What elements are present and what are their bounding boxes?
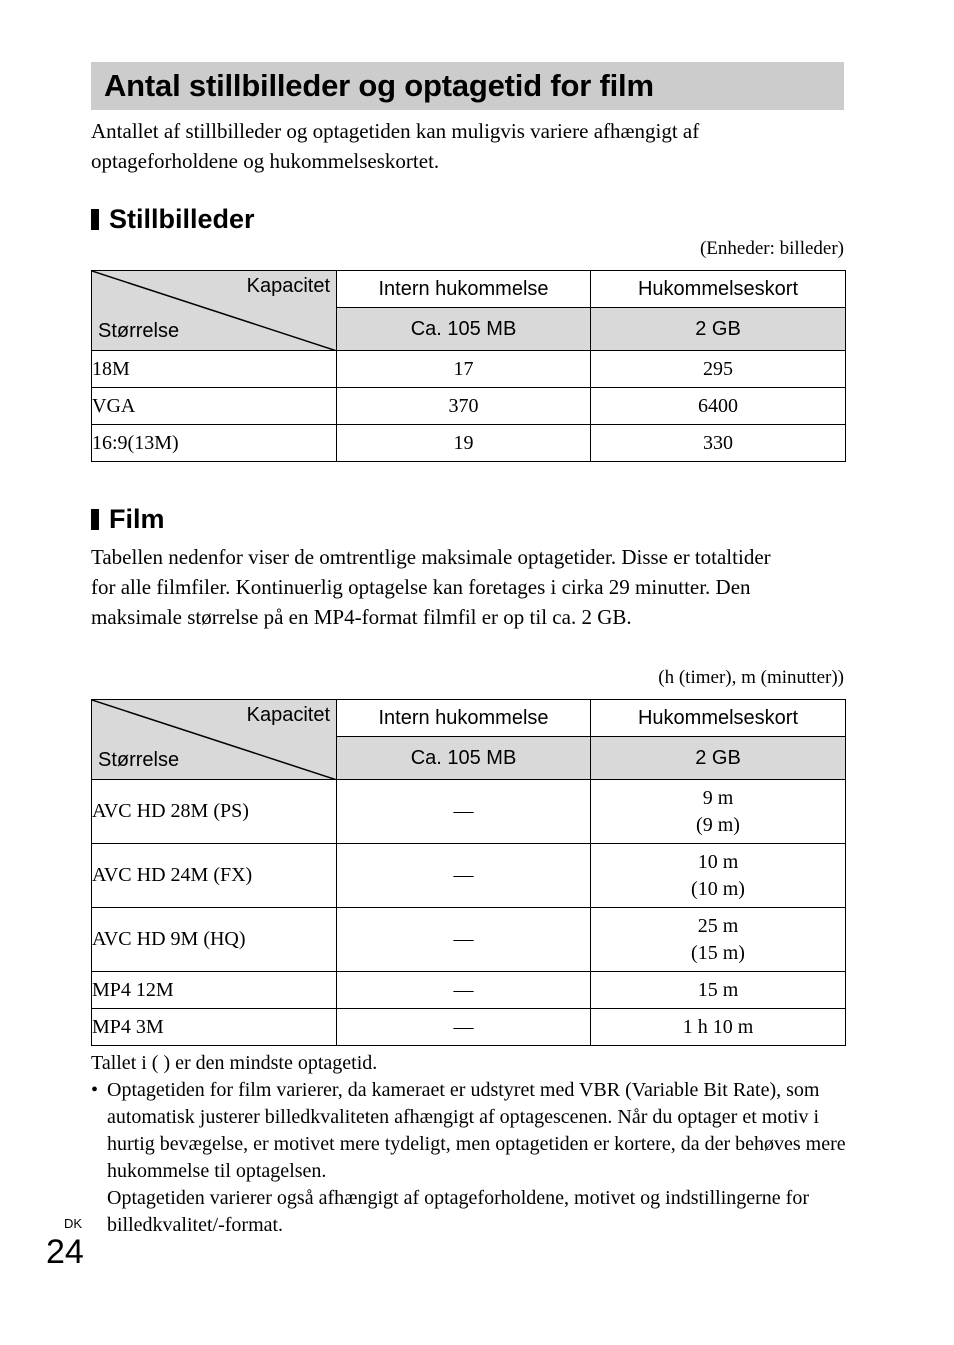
size-label: Størrelse xyxy=(98,320,180,342)
page-title: Antal stillbilleder og optagetid for film xyxy=(104,68,654,103)
table-row xyxy=(92,388,846,425)
card-header: Hukommelseskort xyxy=(591,271,846,308)
film-units: (h (timer), m (minutter)) xyxy=(658,667,844,688)
min-note: Tallet i ( ) er den mindste optagetid. xyxy=(91,1052,378,1074)
note-bullet xyxy=(91,1077,851,1239)
row-card-min: (15 m) xyxy=(691,941,745,964)
row-card: 1 h 10 m xyxy=(591,1009,846,1046)
notes xyxy=(91,1050,851,1239)
table-row xyxy=(92,351,846,388)
internal-header: Intern hukommelse xyxy=(337,700,591,737)
row-size: 16:9(13M) xyxy=(92,425,337,462)
internal-size-header: Ca. 105 MB xyxy=(337,308,591,351)
row-card: 15 m xyxy=(591,972,846,1009)
row-internal: — xyxy=(337,844,591,908)
row-card-max: 10 m xyxy=(697,850,739,873)
stills-diagonal-header xyxy=(92,271,337,351)
table-row xyxy=(92,908,846,972)
row-size: AVC HD 9M (HQ) xyxy=(92,908,337,972)
intro-text: Antallet af stillbilleder og optagetiden kan muligvis variere afhængigt af optageforholdene og hukommelseskortet. xyxy=(91,119,700,173)
bullet-text-2: Optagetiden varierer også afhængigt af optageforholdene, motivet og indstillingerne for billedkvalitet/-format. xyxy=(107,1187,810,1236)
film-table xyxy=(91,699,846,1046)
capacity-label: Kapacitet xyxy=(246,275,330,297)
language-code: DK xyxy=(64,1216,83,1231)
row-card-min: (10 m) xyxy=(691,877,745,900)
page-number: 24 xyxy=(46,1233,84,1271)
row-card xyxy=(591,844,846,908)
row-card xyxy=(591,780,846,844)
row-size: 18M xyxy=(92,351,337,388)
bullet-icon: • xyxy=(91,1079,99,1101)
film-diagonal-header xyxy=(92,700,337,780)
row-internal: 19 xyxy=(337,425,591,462)
row-card-max: 25 m xyxy=(697,914,739,937)
table-row xyxy=(92,780,846,844)
film-intro-text: Tabellen nedenfor viser de omtrentlige maksimale optagetider. Disse er totaltider for alle filmfiler. Kontinuerlig optagelse kan foretages i cirka 29 minutter. Den maksimale størrelse på en MP4-format filmfil er op til ca. 2 GB. xyxy=(91,545,771,629)
row-internal: — xyxy=(337,972,591,1009)
internal-header: Intern hukommelse xyxy=(337,271,591,308)
row-size: MP4 12M xyxy=(92,972,337,1009)
row-card: 6400 xyxy=(591,388,846,425)
row-size: AVC HD 24M (FX) xyxy=(92,844,337,908)
table-row xyxy=(92,972,846,1009)
row-internal: — xyxy=(337,908,591,972)
section-marker-icon xyxy=(91,209,102,230)
table-row xyxy=(92,844,846,908)
card-size-header: 2 GB xyxy=(591,308,846,351)
row-internal: — xyxy=(337,780,591,844)
row-size: AVC HD 28M (PS) xyxy=(92,780,337,844)
card-size-header: 2 GB xyxy=(591,737,846,780)
size-label: Størrelse xyxy=(98,749,180,771)
title-bar xyxy=(91,62,844,110)
row-internal: — xyxy=(337,1009,591,1046)
row-size: VGA xyxy=(92,388,337,425)
bullet-text-1: Optagetiden for film varierer, da kameraet er udstyret med VBR (Variable Bit Rate), som automatisk justerer billedkvaliteten afhængigt af optagescenen. Når du optager et motiv i hurtig bevægelse, er motivet mere tydeligt, men optagetiden er kortere, da der behøves mere hukommelse til optagelsen. xyxy=(107,1079,846,1182)
row-card-max: 9 m xyxy=(702,786,734,809)
stills-heading xyxy=(91,202,255,236)
row-card xyxy=(591,908,846,972)
row-internal: 370 xyxy=(337,388,591,425)
row-size: MP4 3M xyxy=(92,1009,337,1046)
table-row xyxy=(92,1009,846,1046)
capacity-label: Kapacitet xyxy=(246,704,330,726)
stills-units: (Enheder: billeder) xyxy=(699,238,844,259)
film-heading-label: Film xyxy=(109,504,165,534)
row-card: 295 xyxy=(591,351,846,388)
stills-heading-label: Stillbilleder xyxy=(109,204,255,234)
internal-size-header: Ca. 105 MB xyxy=(337,737,591,780)
stills-table xyxy=(91,270,846,462)
film-heading xyxy=(91,502,165,536)
row-internal: 17 xyxy=(337,351,591,388)
row-card-min: (9 m) xyxy=(696,813,740,836)
section-marker-icon xyxy=(91,509,102,530)
page-number-block xyxy=(46,1216,84,1272)
table-row xyxy=(92,425,846,462)
card-header: Hukommelseskort xyxy=(591,700,846,737)
row-card: 330 xyxy=(591,425,846,462)
